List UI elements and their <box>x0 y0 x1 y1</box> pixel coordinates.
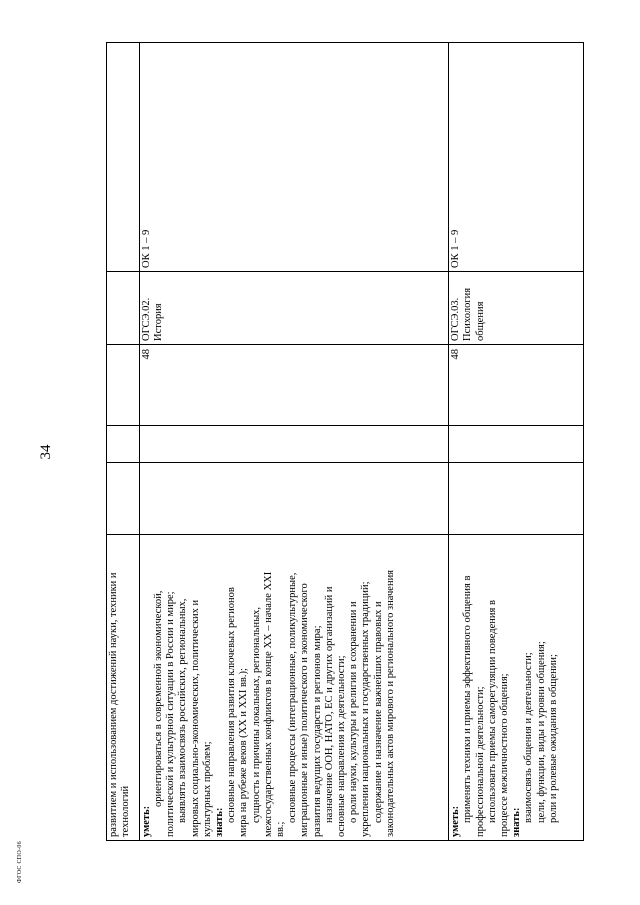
footer-code: ФГОС СПО-06 <box>17 841 23 883</box>
discipline-index-cell <box>107 272 140 345</box>
empty-cell <box>139 426 449 463</box>
section-heading: знать: <box>213 807 225 837</box>
content-line: применять техники и приемы эффективного общения в <box>462 575 474 823</box>
content-line: вв.; <box>274 821 286 837</box>
content-line: процессе межличностного общения; <box>499 673 511 837</box>
page-number: 34 <box>38 444 54 460</box>
content-cell <box>107 535 140 841</box>
content-line: развитием и использованием достижений науки, техники и <box>108 572 119 837</box>
content-line: политической и культурной ситуации в России и мире; <box>165 591 177 837</box>
section-heading: уметь: <box>140 805 152 837</box>
competencies-cell: ОК 1 – 9 <box>449 43 584 272</box>
content-line: межгосударственных конфликтов в конце XX – начале XXI <box>262 571 274 837</box>
section-heading: знать: <box>511 807 523 837</box>
hours-cell: 48 <box>139 345 449 426</box>
content-line: миграционные и иные) политического и экономического <box>299 583 311 837</box>
content-line: основные направления их деятельности; <box>335 655 347 837</box>
content-line: основные процессы (интеграционные, поликультурные, <box>287 572 299 823</box>
competencies-cell: ОК 1 – 9 <box>139 43 449 272</box>
content-line: мировых социально-экономических, политических и <box>189 599 201 837</box>
content-line: ориентироваться в современной экономической, <box>152 590 164 807</box>
competencies-cell <box>107 43 140 272</box>
content-line: технологий <box>120 785 132 837</box>
content-line: культурных проблем; <box>201 741 213 837</box>
curriculum-table <box>106 42 584 841</box>
content-line: цели, функции, виды и уровни общения; <box>535 641 547 823</box>
discipline-index-cell: ОГСЭ.02. История <box>139 272 449 345</box>
hours-cell: 48 <box>449 345 584 426</box>
content-line: развития ведущих государств и регионов мира; <box>311 625 323 837</box>
content-line: роли и ролевые ожидания в общении; <box>547 654 559 823</box>
empty-cell <box>449 426 584 463</box>
content-line: содержание и назначение важнейших правовых и <box>372 601 384 823</box>
content-line: основные направления развития ключевых регионов <box>226 587 238 823</box>
curriculum-table-rotated <box>106 43 584 841</box>
content-line: мира на рубеже веков (XX и XXI вв.); <box>238 668 250 837</box>
table-row <box>449 43 584 841</box>
content-line: сущность и причины локальных, региональных, <box>250 606 262 823</box>
empty-cell <box>449 463 584 535</box>
table-row <box>139 43 449 841</box>
content-line: профессиональной деятельности; <box>474 686 486 837</box>
content-line: законодательных актов мирового и регионального значения <box>384 569 396 837</box>
content-line: выявлять взаимосвязь российских, региональных, <box>177 598 189 823</box>
content-cell <box>139 535 449 841</box>
content-line: взаимосвязь общения и деятельности; <box>523 652 535 823</box>
table-body <box>107 43 584 841</box>
empty-cell <box>139 463 449 535</box>
empty-cell <box>107 463 140 535</box>
content-line: использовать приемы саморегуляции поведения в <box>486 600 498 823</box>
content-line: о роли науки, культуры и религии в сохранении и <box>348 601 360 823</box>
content-line: укреплении национальных и государственных традиций; <box>360 581 372 837</box>
empty-cell <box>107 426 140 463</box>
content-cell <box>449 535 584 841</box>
table-row <box>107 43 140 841</box>
section-heading: уметь: <box>450 805 462 837</box>
discipline-index-cell: ОГСЭ.03. Психология общения <box>449 272 584 345</box>
hours-cell <box>107 345 140 426</box>
content-line: назначение ООН, НАТО, ЕС и других организаций и <box>323 586 335 823</box>
